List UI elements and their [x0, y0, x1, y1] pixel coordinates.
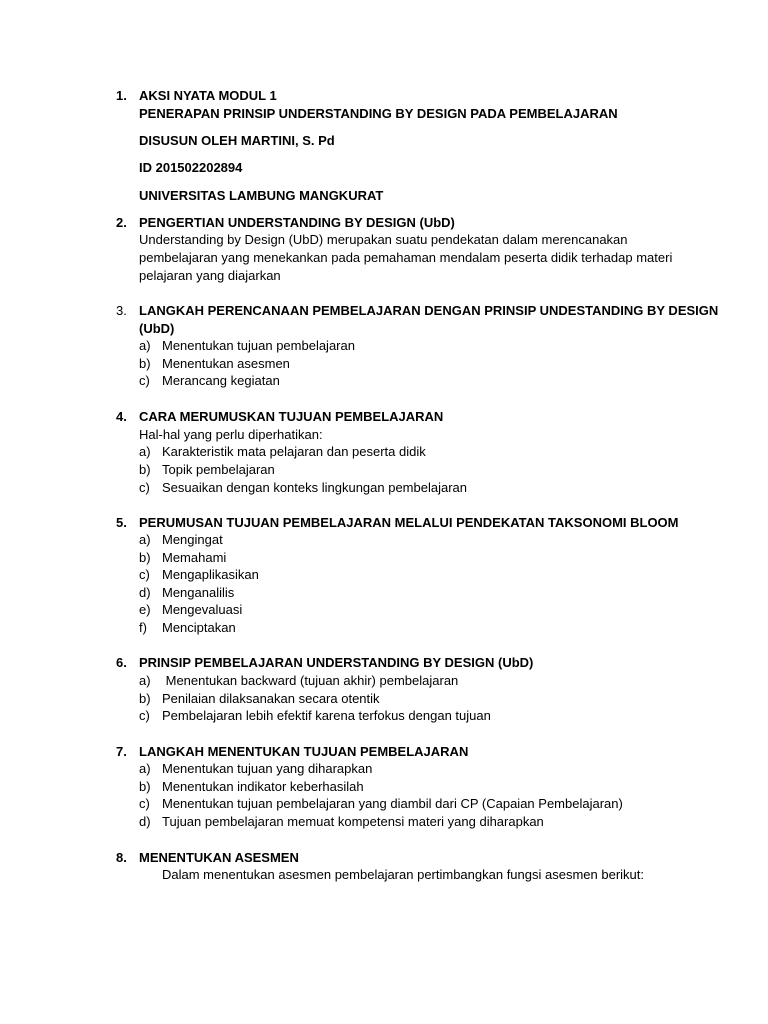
list-item: Menentukan tujuan yang diharapkan — [162, 761, 373, 776]
section-5-number: 5. — [116, 515, 127, 530]
list-item: Tujuan pembelajaran memuat kompetensi materi yang diharapkan — [162, 814, 544, 829]
section-3-title-cont: (UbD) — [139, 321, 175, 336]
list-item-label: a) — [139, 338, 151, 353]
list-item-label: d) — [139, 585, 151, 600]
section-5-title: PERUMUSAN TUJUAN PEMBELAJARAN MELALUI PENDEKATAN TAKSONOMI BLOOM — [139, 515, 679, 530]
id-line: ID 201502202894 — [139, 160, 243, 175]
list-item-label: b) — [139, 550, 151, 565]
section-7-title: LANGKAH MENENTUKAN TUJUAN PEMBELAJARAN — [139, 744, 469, 759]
section-7-number: 7. — [116, 744, 127, 759]
section-3-title: LANGKAH PERENCANAAN PEMBELAJARAN DENGAN PRINSIP UNDESTANDING BY DESIGN — [139, 303, 719, 318]
list-item: Pembelajaran lebih efektif karena terfokus dengan tujuan — [162, 708, 491, 723]
section-8-body-line: Dalam menentukan asesmen pembelajaran pertimbangkan fungsi asesmen berikut: — [162, 867, 644, 882]
list-item: Merancang kegiatan — [162, 373, 280, 388]
list-item: Menentukan indikator keberhasilah — [162, 779, 364, 794]
list-item-label: e) — [139, 602, 151, 617]
list-item-label: d) — [139, 814, 151, 829]
section-1-title: AKSI NYATA MODUL 1 — [139, 88, 277, 103]
list-item-label: a) — [139, 532, 151, 547]
list-item: Memahami — [162, 550, 227, 565]
list-item: Sesuaikan dengan konteks lingkungan pembelajaran — [162, 480, 467, 495]
section-6-title: PRINSIP PEMBELAJARAN UNDERSTANDING BY DESIGN (UbD) — [139, 655, 534, 670]
list-item: Karakteristik mata pelajaran dan peserta didik — [162, 444, 426, 459]
section-4-title: CARA MERUMUSKAN TUJUAN PEMBELAJARAN — [139, 409, 444, 424]
section-1-subtitle: PENERAPAN PRINSIP UNDERSTANDING BY DESIGN PADA PEMBELAJARAN — [139, 106, 618, 121]
list-item: Mengaplikasikan — [162, 567, 259, 582]
list-item: Menganalilis — [162, 585, 235, 600]
section-2-body-line: pelajaran yang diajarkan — [139, 268, 281, 283]
section-8-number: 8. — [116, 850, 127, 865]
list-item-label: c) — [139, 708, 150, 723]
list-item-label: c) — [139, 567, 150, 582]
list-item: Mengevaluasi — [162, 602, 243, 617]
list-item-label: b) — [139, 691, 151, 706]
author-line: DISUSUN OLEH MARTINI, S. Pd — [139, 133, 335, 148]
section-3-number: 3. — [116, 303, 127, 318]
list-item: Topik pembelajaran — [162, 462, 275, 477]
list-item-label: f) — [139, 620, 147, 635]
list-item-label: a) — [139, 761, 151, 776]
section-8-title: MENENTUKAN ASESMEN — [139, 850, 299, 865]
list-item: Menciptakan — [162, 620, 236, 635]
list-item: Menentukan backward (tujuan akhir) pembelajaran — [162, 673, 459, 688]
list-item-label: b) — [139, 779, 151, 794]
list-item: Menentukan tujuan pembelajaran yang diambil dari CP (Capaian Pembelajaran) — [162, 796, 623, 811]
list-item-label: b) — [139, 462, 151, 477]
section-4-number: 4. — [116, 409, 127, 424]
list-item: Menentukan asesmen — [162, 356, 290, 371]
section-4-intro: Hal-hal yang perlu diperhatikan: — [139, 427, 323, 442]
section-6-number: 6. — [116, 655, 127, 670]
university-line: UNIVERSITAS LAMBUNG MANGKURAT — [139, 188, 384, 203]
list-item-label: c) — [139, 796, 150, 811]
section-2-number: 2. — [116, 215, 127, 230]
list-item-label: a) — [139, 444, 151, 459]
list-item-label: c) — [139, 480, 150, 495]
list-item-label: a) — [139, 673, 151, 688]
section-2-body-line: pembelajaran yang menekankan pada pemahaman mendalam peserta didik terhadap materi — [139, 250, 673, 265]
list-item: Mengingat — [162, 532, 223, 547]
list-item-label: b) — [139, 356, 151, 371]
section-2-body-line: Understanding by Design (UbD) merupakan suatu pendekatan dalam merencanakan — [139, 232, 628, 247]
section-2-title: PENGERTIAN UNDERSTANDING BY DESIGN (UbD) — [139, 215, 455, 230]
list-item: Penilaian dilaksanakan secara otentik — [162, 691, 380, 706]
list-item-label: c) — [139, 373, 150, 388]
section-1-number: 1. — [116, 88, 127, 103]
list-item: Menentukan tujuan pembelajaran — [162, 338, 355, 353]
